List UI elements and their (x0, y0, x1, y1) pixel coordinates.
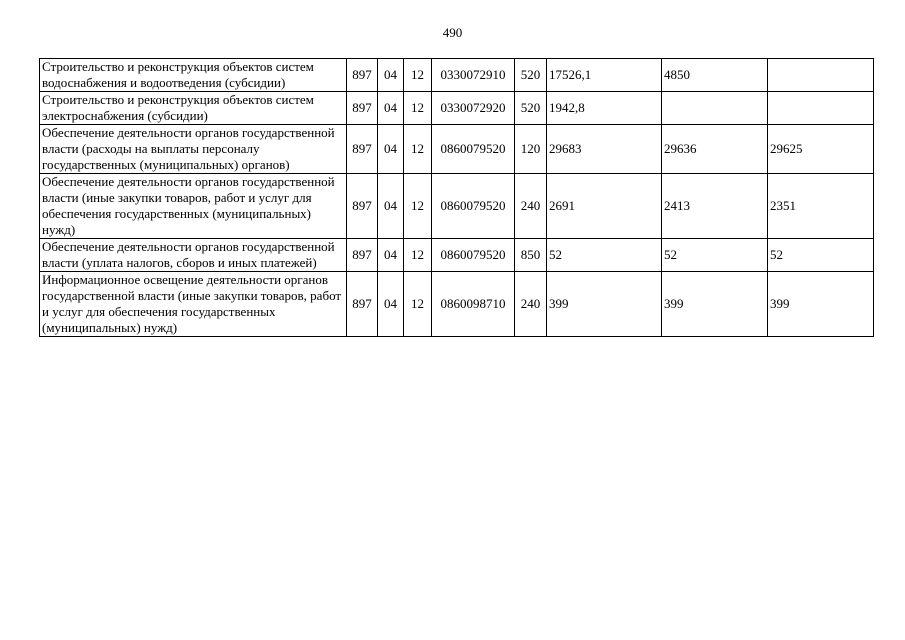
amount-year2-cell: 2413 (662, 174, 768, 239)
rz-cell: 04 (378, 92, 404, 125)
pr-cell: 12 (404, 239, 432, 272)
pr-cell: 12 (404, 59, 432, 92)
table-row (40, 59, 874, 92)
amount-year3-cell: 52 (768, 239, 874, 272)
ved-cell: 897 (347, 239, 378, 272)
csr-cell: 0860079520 (432, 125, 515, 174)
amount-year1-cell: 399 (547, 272, 662, 337)
csr-cell: 0860079520 (432, 174, 515, 239)
table-row (40, 239, 874, 272)
ved-cell: 897 (347, 92, 378, 125)
page-number: 490 (442, 25, 463, 40)
amount-year2-cell: 29636 (662, 125, 768, 174)
amount-year3-cell: 399 (768, 272, 874, 337)
row-name-cell: Обеспечение деятельности органов государственной власти (уплата налогов, сборов и иных платежей) (40, 239, 347, 272)
vr-cell: 520 (515, 59, 547, 92)
amount-year1-cell: 2691 (547, 174, 662, 239)
ved-cell: 897 (347, 125, 378, 174)
ved-cell: 897 (347, 174, 378, 239)
csr-cell: 0330072910 (432, 59, 515, 92)
amount-year1-cell: 17526,1 (547, 59, 662, 92)
rz-cell: 04 (378, 174, 404, 239)
table-row (40, 92, 874, 125)
amount-year2-cell: 4850 (662, 59, 768, 92)
budget-table (39, 58, 874, 337)
row-name-cell: Строительство и реконструкция объектов систем электроснабжения (субсидии) (40, 92, 347, 125)
amount-year1-cell: 1942,8 (547, 92, 662, 125)
pr-cell: 12 (404, 125, 432, 174)
rz-cell: 04 (378, 272, 404, 337)
ved-cell: 897 (347, 59, 378, 92)
amount-year3-cell: 2351 (768, 174, 874, 239)
pr-cell: 12 (404, 174, 432, 239)
row-name-cell: Строительство и реконструкция объектов систем водоснабжения и водоотведения (субсидии) (40, 59, 347, 92)
amount-year2-cell: 399 (662, 272, 768, 337)
amount-year1-cell: 52 (547, 239, 662, 272)
vr-cell: 240 (515, 272, 547, 337)
row-name-cell: Обеспечение деятельности органов государственной власти (расходы на выплаты персоналу государственных (муниципальных) органов) (40, 125, 347, 174)
row-name-cell: Информационное освещение деятельности органов государственной власти (иные закупки товаров, работ и услуг для обеспечения государственных (муниципальных) нужд) (40, 272, 347, 337)
amount-year3-cell: 29625 (768, 125, 874, 174)
row-name-cell: Обеспечение деятельности органов государственной власти (иные закупки товаров, работ и услуг для обеспечения государственных (муниципальных) нужд) (40, 174, 347, 239)
vr-cell: 120 (515, 125, 547, 174)
pr-cell: 12 (404, 272, 432, 337)
amount-year3-cell (768, 59, 874, 92)
vr-cell: 850 (515, 239, 547, 272)
table-row (40, 272, 874, 337)
rz-cell: 04 (378, 239, 404, 272)
table-row (40, 174, 874, 239)
rz-cell: 04 (378, 59, 404, 92)
csr-cell: 0330072920 (432, 92, 515, 125)
amount-year2-cell: 52 (662, 239, 768, 272)
amount-year2-cell (662, 92, 768, 125)
ved-cell: 897 (347, 272, 378, 337)
amount-year1-cell: 29683 (547, 125, 662, 174)
csr-cell: 0860098710 (432, 272, 515, 337)
vr-cell: 520 (515, 92, 547, 125)
csr-cell: 0860079520 (432, 239, 515, 272)
table-row (40, 125, 874, 174)
vr-cell: 240 (515, 174, 547, 239)
amount-year3-cell (768, 92, 874, 125)
rz-cell: 04 (378, 125, 404, 174)
pr-cell: 12 (404, 92, 432, 125)
